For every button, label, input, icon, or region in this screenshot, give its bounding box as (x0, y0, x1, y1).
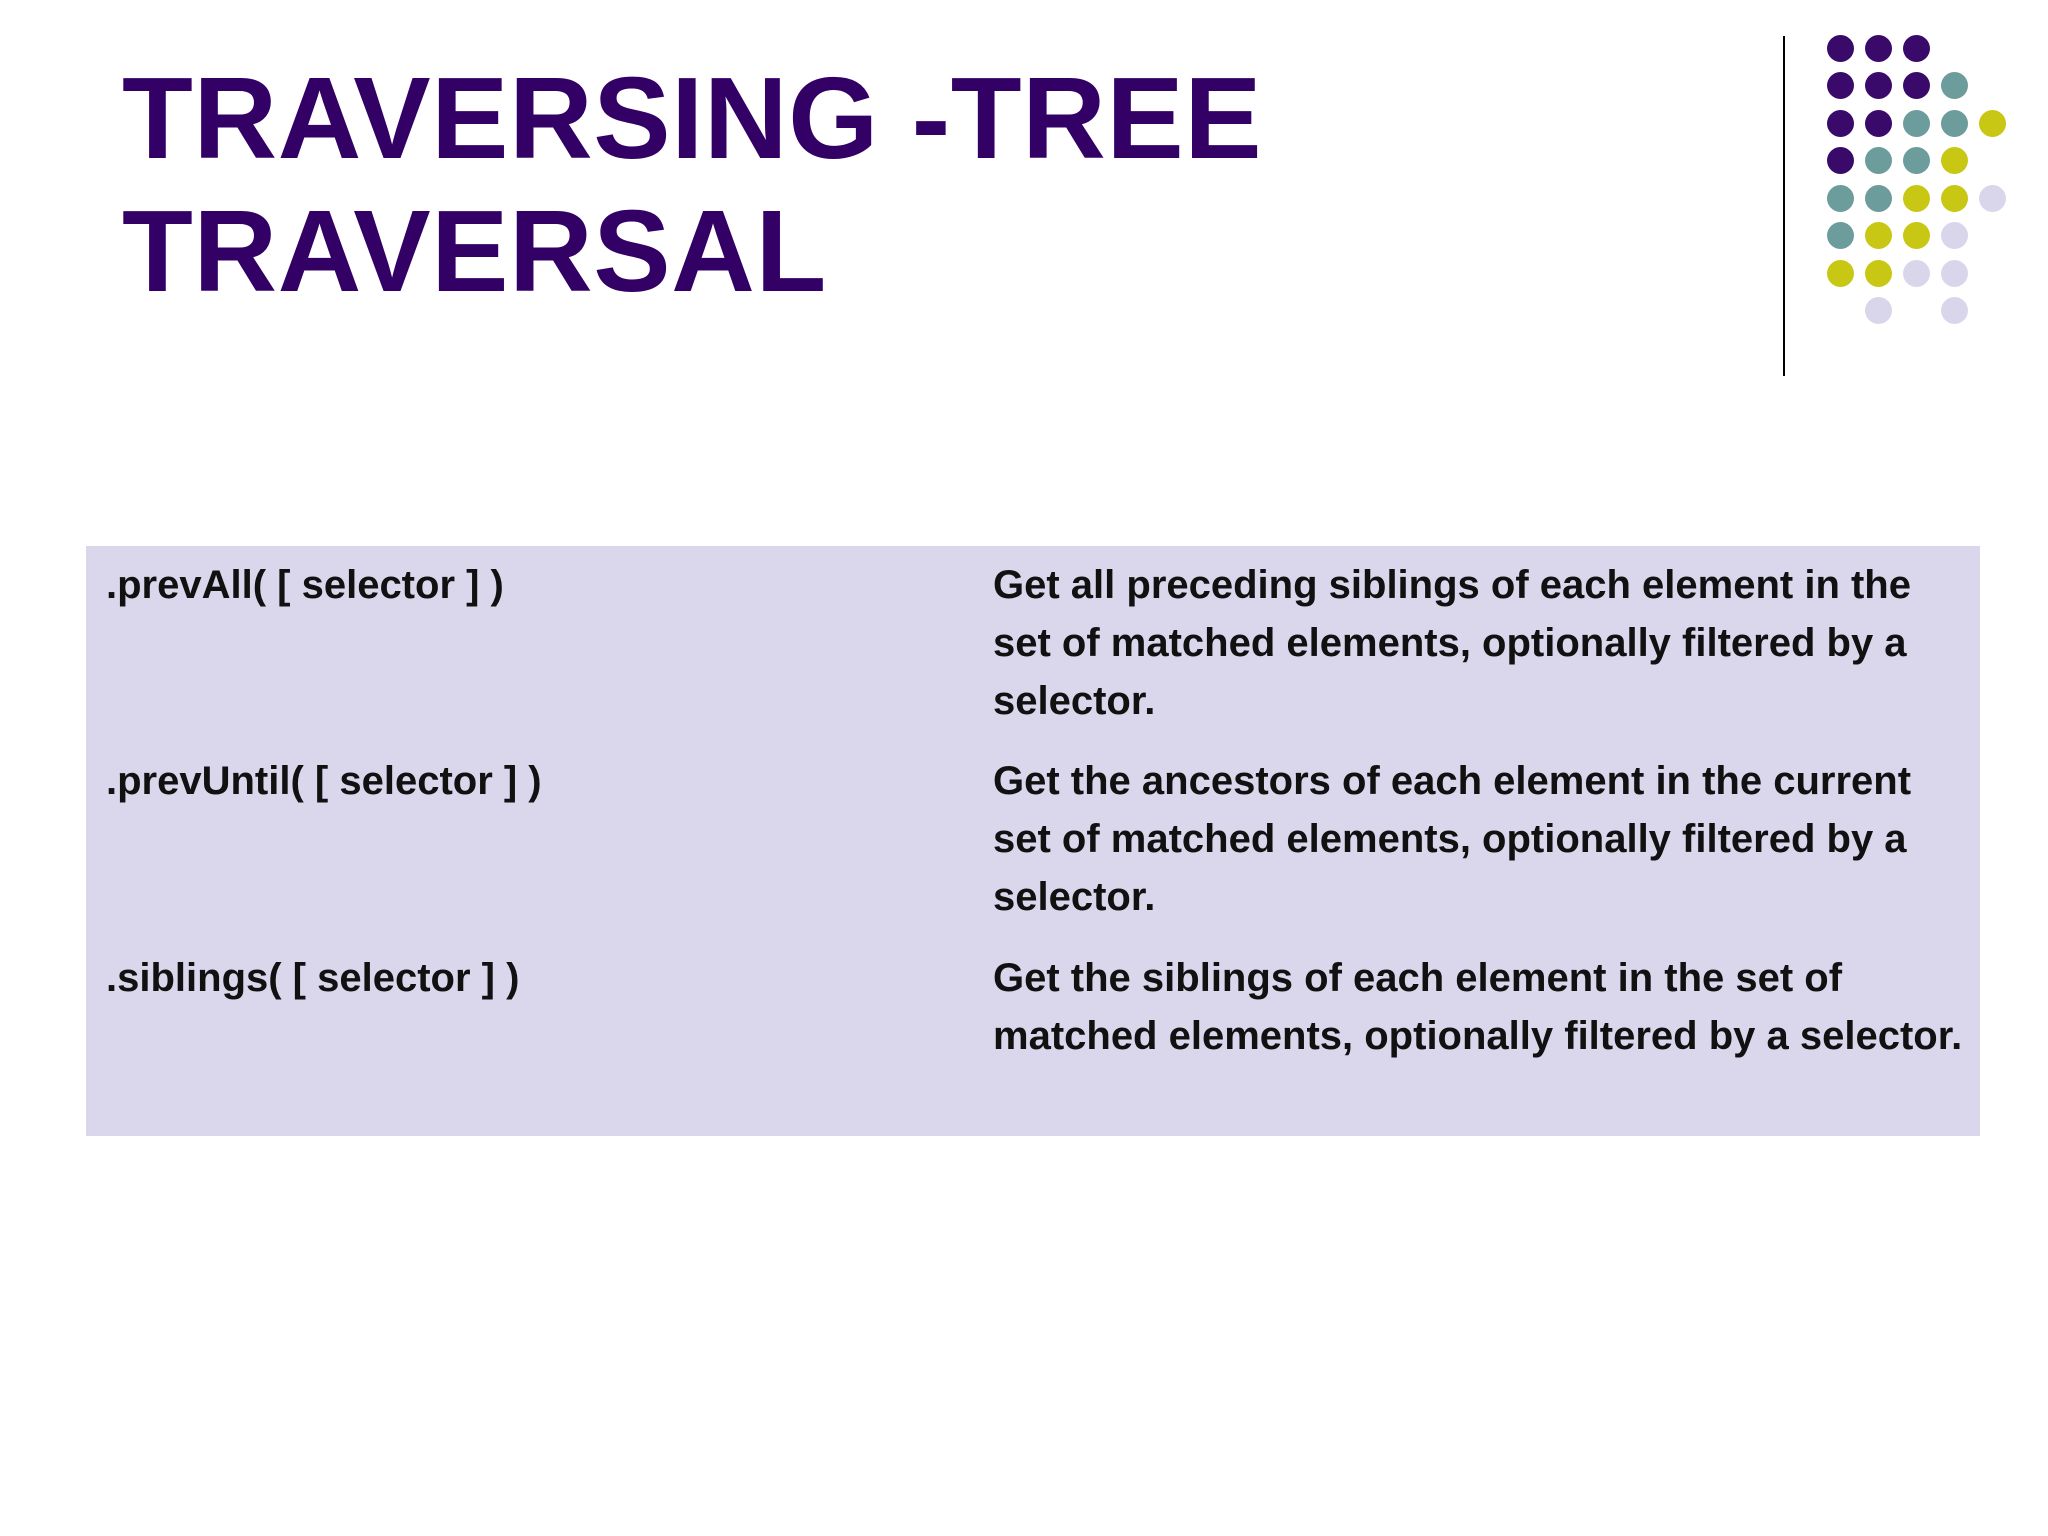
method-name-cell: .prevAll( [ selector ] ) (106, 563, 504, 607)
method-description-cell: Get all preceding siblings of each element in the set of matched elements, optionally filtered by a selector. (993, 563, 1911, 723)
slide-title-line-2: TRAVERSAL (122, 186, 827, 316)
decor-dot (1903, 72, 1930, 99)
decor-dot (1827, 185, 1854, 212)
decor-dot (1941, 185, 1968, 212)
decor-dot (1865, 260, 1892, 287)
decor-dot (1827, 260, 1854, 287)
decor-dot (1941, 147, 1968, 174)
slide-title-line-1: TRAVERSING -TREE (122, 53, 1263, 183)
decor-dot (1979, 185, 2006, 212)
decor-dot (1903, 110, 1930, 137)
decor-dot (1827, 147, 1854, 174)
decor-dot (1903, 260, 1930, 287)
method-name-cell: .prevUntil( [ selector ] ) (106, 759, 542, 803)
method-description-cell: Get the ancestors of each element in the current set of matched elements, optionally filtered by a selector. (993, 759, 1912, 919)
decor-dot (1941, 110, 1968, 137)
method-description-cell: Get the siblings of each element in the set of matched elements, optionally filtered by a selector. (993, 956, 1963, 1058)
decor-dot (1865, 222, 1892, 249)
decor-dot (1903, 35, 1930, 62)
decorative-dot-pattern (1810, 28, 2030, 338)
decor-dot (1941, 260, 1968, 287)
slide-title (122, 52, 1682, 318)
decor-dot (1827, 72, 1854, 99)
decor-dot (1941, 72, 1968, 99)
decor-dot (1941, 222, 1968, 249)
decor-dot (1903, 147, 1930, 174)
decor-dot (1865, 110, 1892, 137)
decor-dot (1865, 297, 1892, 324)
decor-dot (1827, 35, 1854, 62)
method-name-cell: .siblings( [ selector ] ) (106, 956, 520, 1000)
decor-dot (1865, 35, 1892, 62)
decor-dot (1827, 110, 1854, 137)
decor-dot (1865, 72, 1892, 99)
decor-dot (1979, 110, 2006, 137)
decor-dot (1827, 222, 1854, 249)
decor-dot (1903, 185, 1930, 212)
decor-dot (1903, 222, 1930, 249)
method-table (86, 546, 1980, 1136)
decor-dot (1865, 185, 1892, 212)
decor-dot (1941, 297, 1968, 324)
vertical-divider (1783, 36, 1785, 376)
decor-dot (1865, 147, 1892, 174)
